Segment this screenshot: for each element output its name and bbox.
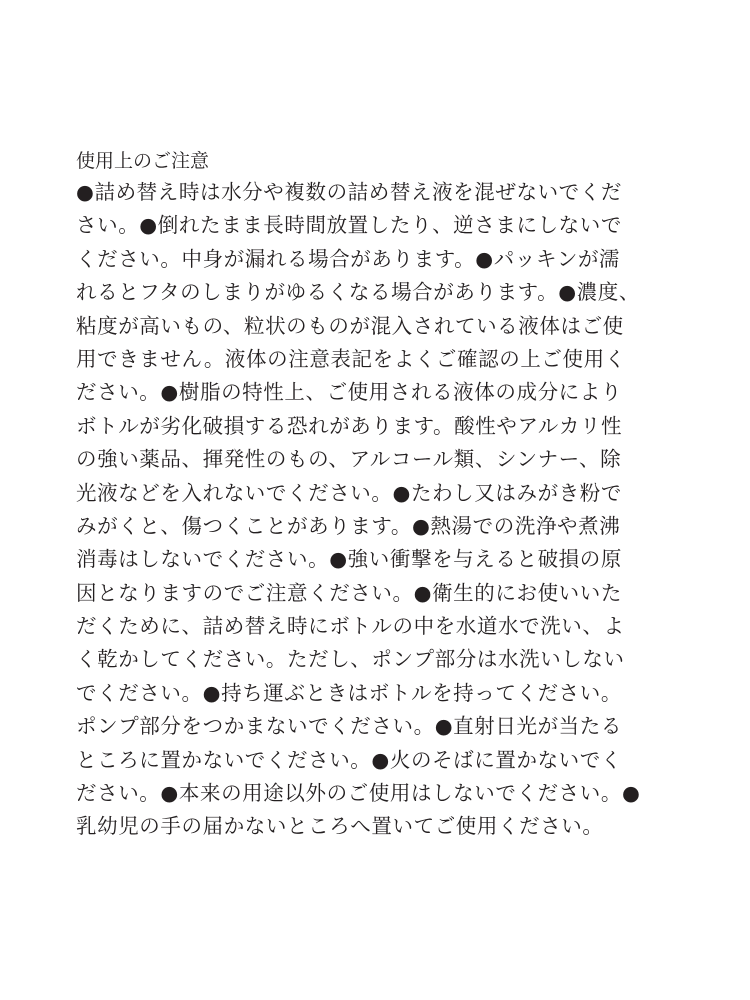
caution-notice xyxy=(76,146,676,844)
notice-line: ださい。●樹脂の特性上、ご使用される液体の成分により xyxy=(76,380,622,405)
notice-line: ●詰め替え時は水分や複数の詰め替え液を混ぜないでくだ xyxy=(76,180,622,204)
notice-line: 粘度が高いもの、粒状のものが混入されている液体はご使 xyxy=(76,313,624,338)
notice-line: 光液などを入れないでください。●たわし又はみがき粉で xyxy=(76,480,622,505)
notice-line: ところに置かないでください。●火のそばに置かないでく xyxy=(76,747,622,772)
notice-line: 因となりますのでご注意ください。●衛生的にお使いいた xyxy=(76,580,622,605)
notice-line: でください。●持ち運ぶときはボトルを持ってください。 xyxy=(76,680,622,705)
notice-line: だくために、詰め替え時にボトルの中を水道水で洗い、よ xyxy=(76,614,625,639)
notice-line: ください。中身が漏れる場合があります。●パッキンが濡 xyxy=(76,246,621,271)
notice-line: ポンプ部分をつかまないでください。●直射日光が当たる xyxy=(76,714,622,739)
notice-line: 乳幼児の手の届かないところへ置いてご使用ください。 xyxy=(76,814,604,839)
notice-line: ボトルが劣化破損する恐れがあります。酸性やアルカリ性 xyxy=(76,413,623,438)
notice-line: ださい。●本来の用途以外のご使用はしないでください。● xyxy=(76,781,641,806)
notice-line: く乾かしてください。ただし、ポンプ部分は水洗いしない xyxy=(76,647,625,672)
notice-line: さい。●倒れたまま長時間放置したり、逆さまにしないで xyxy=(76,213,622,238)
notice-line: の強い薬品、揮発性のもの、アルコール類、シンナー、除 xyxy=(76,447,622,472)
notice-line: 消毒はしないでください。●強い衝撃を与えると破損の原 xyxy=(76,547,622,572)
notice-line: れるとフタのしまりがゆるくなる場合があります。●濃度、 xyxy=(76,280,641,305)
notice-line: みがくと、傷つくことがあります。●熱湯での洗浄や煮沸 xyxy=(76,513,621,538)
notice-line: 用できません。液体の注意表記をよくご確認の上ご使用く xyxy=(76,346,626,371)
notice-heading: 使用上のご注意 xyxy=(76,150,210,172)
